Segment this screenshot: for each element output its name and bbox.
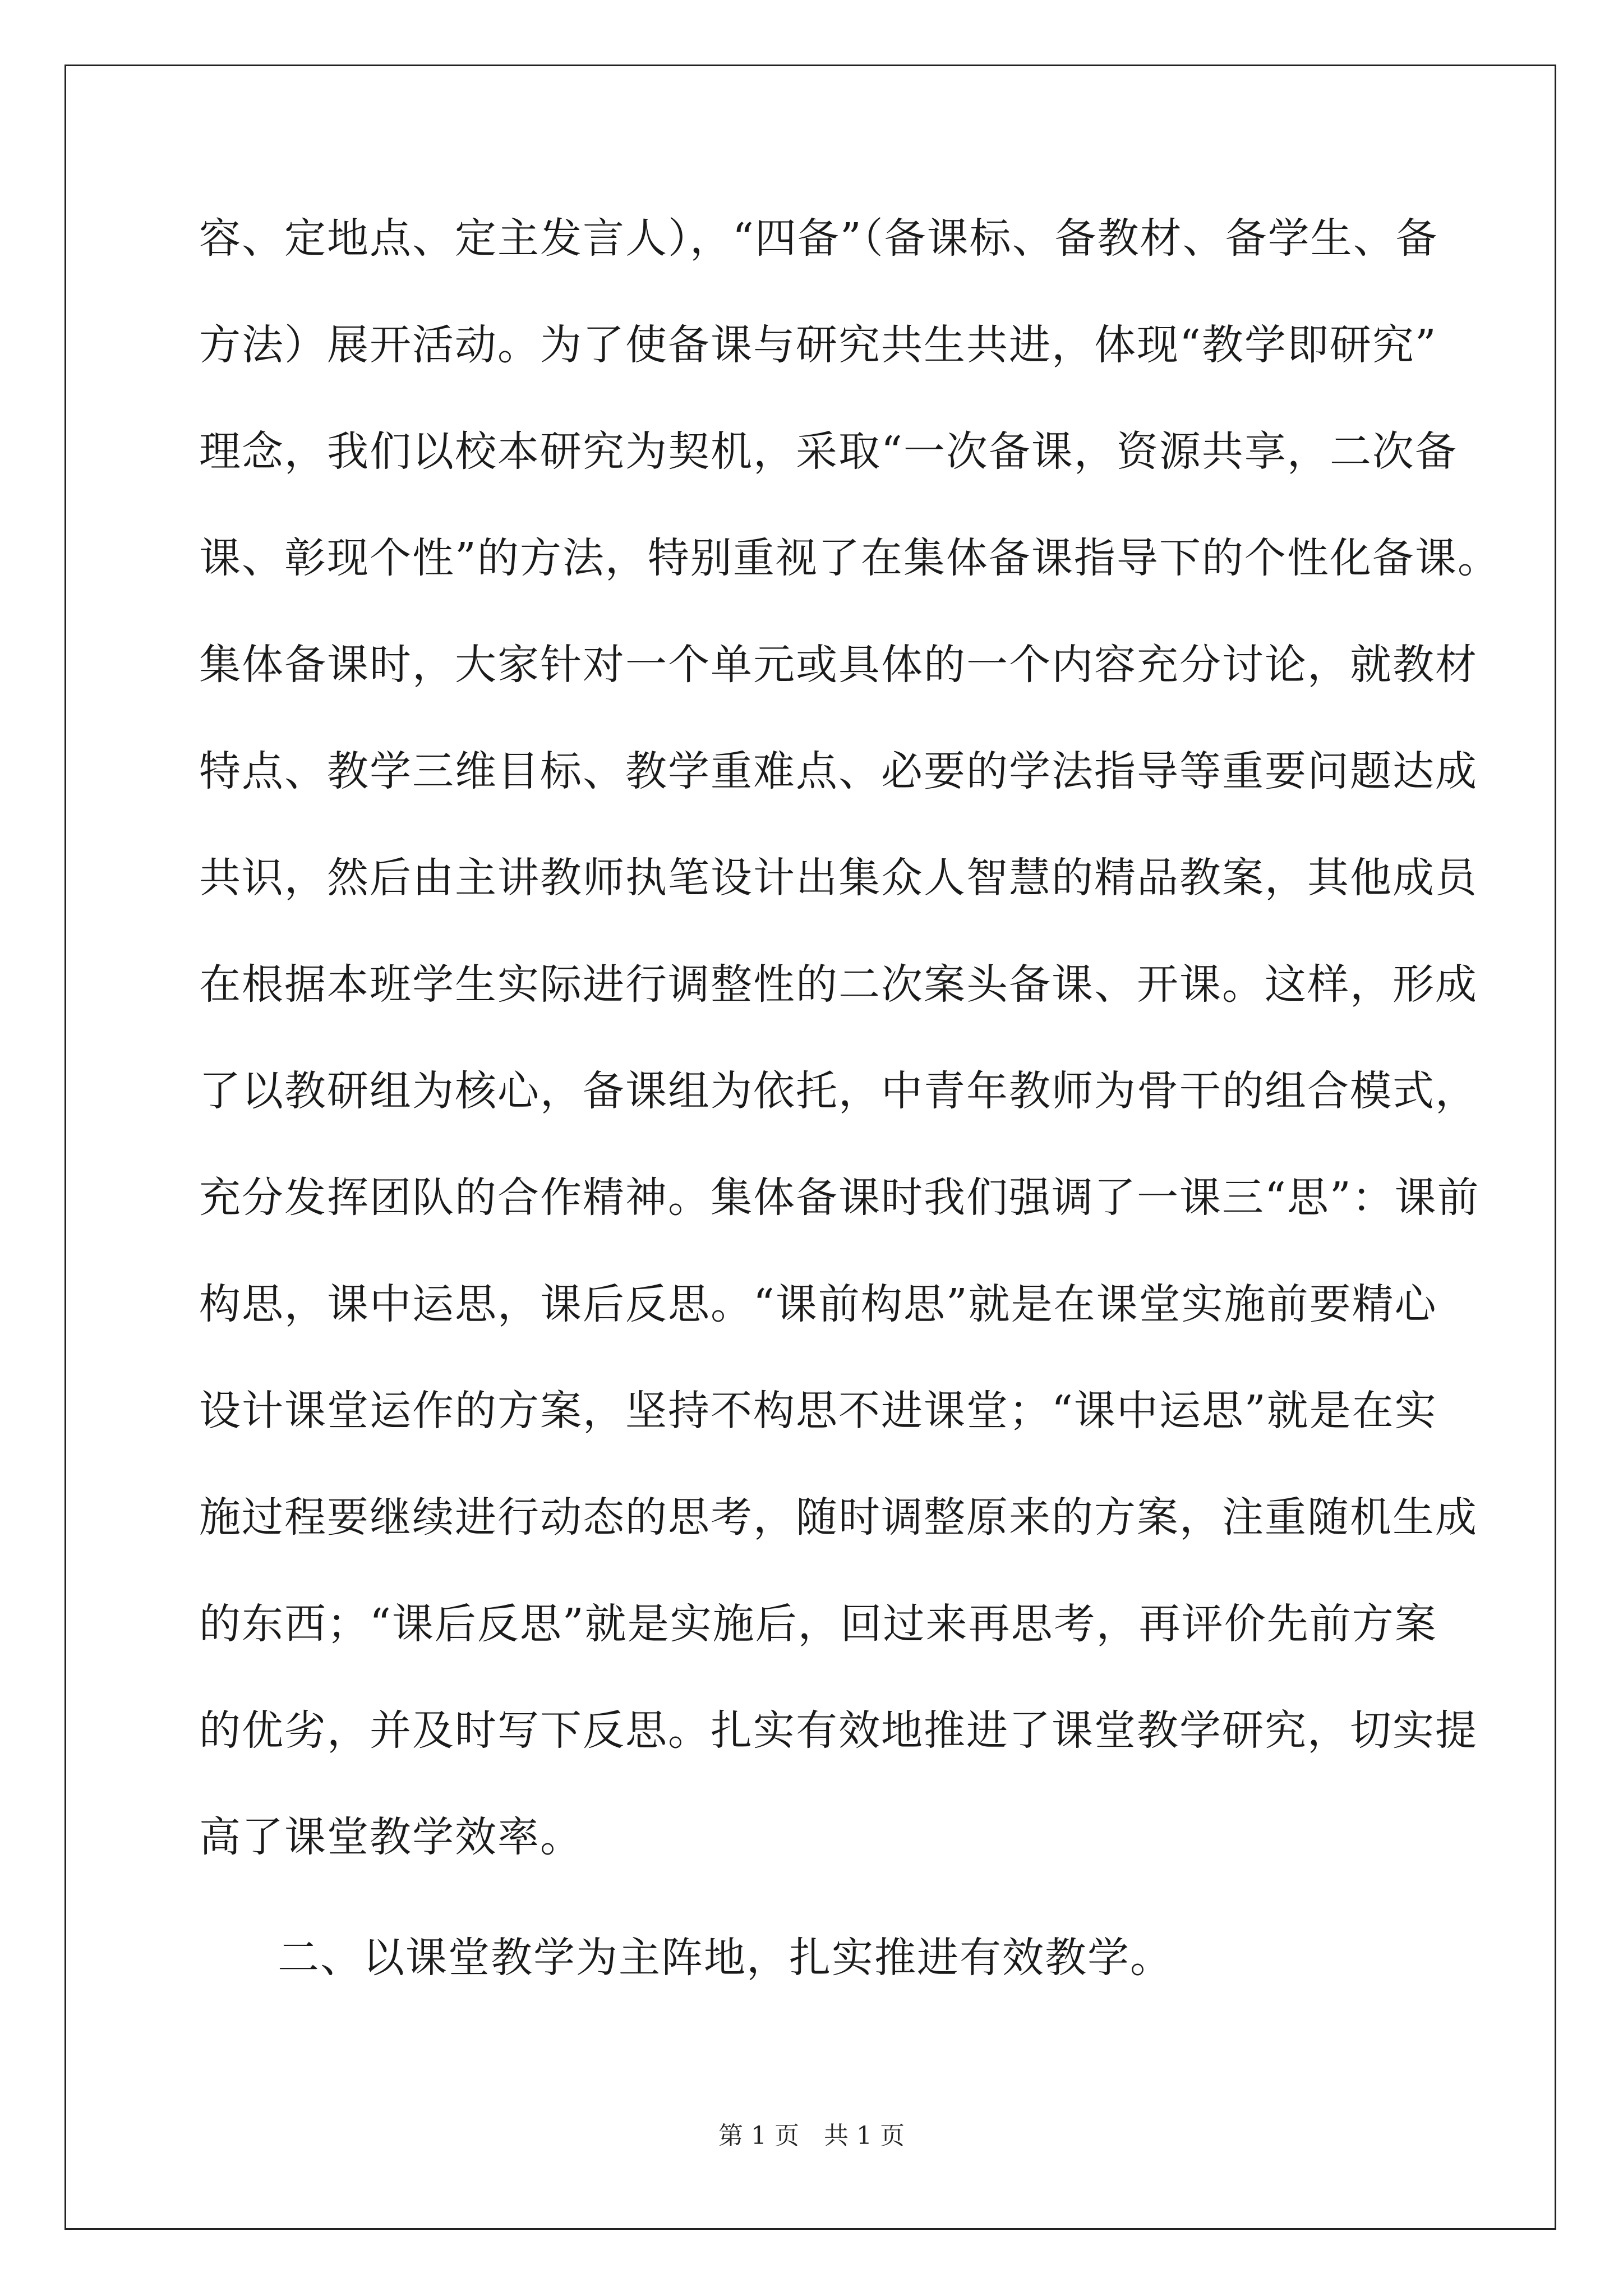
paragraph-line: 理念，我们以校本研究为契机，采取“一次备课，资源共享，二次备 [199,427,1458,476]
paragraph-line: 构思，课中运思，课后反思。“课前构思”就是在课堂实施前要精心 [199,1280,1437,1328]
paragraph-line: 高了课堂教学效率。 [199,1813,583,1861]
paragraph-line: 集体备课时，大家针对一个单元或具体的一个内容充分讨论，就教材 [199,641,1478,689]
paragraph-line: 特点、教学三维目标、教学重难点、必要的学法指导等重要问题达成 [199,747,1478,795]
paragraph-line: 课、彰现个性”的方法，特别重视了在集体备课指导下的个性化备课。 [199,534,1500,582]
paragraph-line: 了以教研组为核心，备课组为依托，中青年教师为骨干的组合模式， [199,1067,1478,1115]
paragraph-line: 施过程要继续进行动态的思考，随时调整原来的方案，注重随机生成 [199,1493,1478,1542]
paragraph-line: 方法）展开活动。为了使备课与研究共生共进，体现“教学即研究” [199,321,1437,369]
document-body [199,208,1500,1913]
paragraph-line: 充分发挥团队的合作精神。集体备课时我们强调了一课三“思”：课前 [199,1174,1480,1222]
paragraph-line: 共识，然后由主讲教师执笔设计出集众人智慧的精品教案，其他成员 [199,854,1478,902]
paragraph-line: 容、定地点、定主发言人），“四备”（备课标、备教材、备学生、备 [199,214,1438,263]
paragraph-line: 的东西；“课后反思”就是实施后，回过来再思考，再评价先前方案 [199,1600,1437,1648]
section-heading: 二、以课堂教学为主阵地，扎实推进有效教学。 [278,1934,1173,1982]
paragraph-line: 在根据本班学生实际进行调整性的二次案头备课、开课。这样，形成 [199,960,1478,1009]
paragraph-line: 的优劣，并及时写下反思。扎实有效地推进了课堂教学研究，切实提 [199,1706,1478,1755]
page-number-footer: 第 1 页 共 1 页 [718,2122,905,2150]
paragraph-line: 设计课堂运作的方案，坚持不构思不进课堂；“课中运思”就是在实 [199,1387,1437,1435]
